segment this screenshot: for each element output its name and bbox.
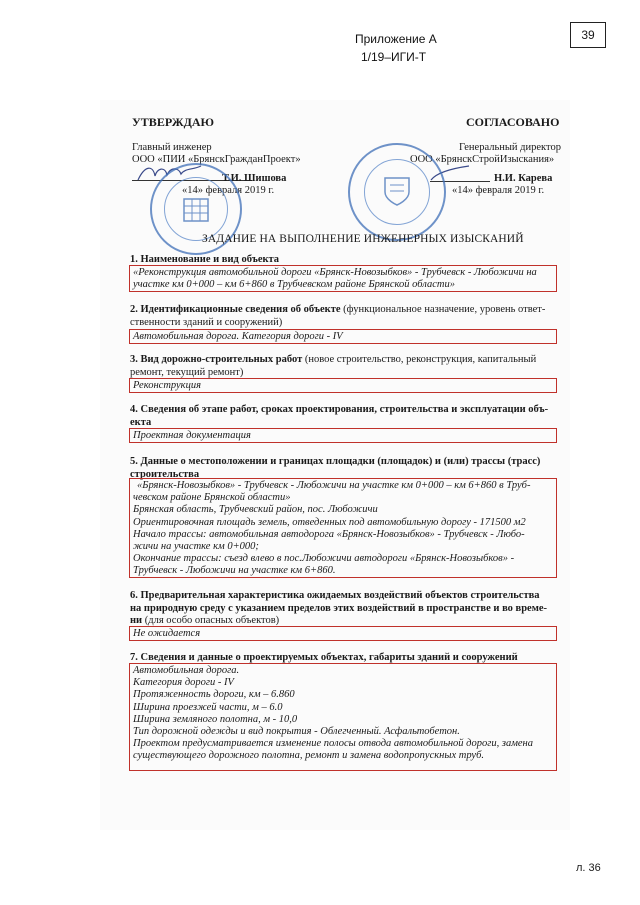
building-emblem-icon xyxy=(178,191,214,227)
section-1-line: «Реконструкция автомобильной дороги «Брянск-Новозыбков» - Трубчевск - Любожичи на xyxy=(133,267,537,278)
section-2-heading-rest: (функциональное назначение, уровень ответ- xyxy=(340,304,546,315)
section-5-line: Начало трассы: автомобильная автодорога «Брянск-Новозыбков» - Трубчевск - Любо- xyxy=(133,528,525,540)
section-7-line: Категория дороги - IV xyxy=(133,677,234,689)
section-5-line: Брянская область, Трубчевский район, пос. Любожичи xyxy=(133,504,378,516)
section-2-heading-line2: ственности зданий и сооружений) xyxy=(130,316,283,328)
section-6-heading-line2: на природную среду с указанием пределов этих воздействий в пространстве и во време- xyxy=(130,602,548,614)
section-5-field xyxy=(129,478,557,578)
section-4-heading-line2: екта xyxy=(130,416,152,428)
agree-name: Н.И. Карева xyxy=(494,173,553,184)
agree-org: ООО «БрянскСтройИзыскания» xyxy=(410,154,555,165)
section-4-heading xyxy=(130,404,560,429)
section-5-line: чевском районе Брянской области» xyxy=(133,492,291,504)
agree-date: «14» февраля 2019 г. xyxy=(452,185,545,196)
section-4-heading-line1: 4. Сведения об этапе работ, сроках проектирования, строительства и эксплуатации объ- xyxy=(130,404,549,415)
section-5-line: жичи на участке км 0+000; xyxy=(133,541,259,553)
approve-org: ООО «ПИИ «БрянскГражданПроект» xyxy=(132,154,301,165)
section-3-heading-line2: ремонт, текущий ремонт) xyxy=(130,366,244,378)
section-5-heading-line2: строительства xyxy=(130,468,200,480)
sheet-number: л. 36 xyxy=(576,862,601,874)
agree-stamp xyxy=(348,143,446,241)
agree-role: Генеральный директор xyxy=(459,142,561,153)
document-code: 1/19–ИГИ-Т xyxy=(361,50,427,64)
section-6-heading-line3-bold: ни xyxy=(130,615,143,627)
section-5-line: «Брянск-Новозыбков» - Трубчевск - Любожичи на участке км 0+000 – км 6+860 в Труб- xyxy=(137,480,531,491)
section-5-line: Окончание трассы: съезд влево в пос.Любожичи автодороги «Брянск-Новозыбков» - xyxy=(133,553,515,565)
agree-title: СОГЛАСОВАНО xyxy=(466,115,560,129)
section-2-heading-bold: 2. Идентификационные сведения об объекте xyxy=(130,304,341,315)
approve-title: УТВЕРЖДАЮ xyxy=(132,115,215,129)
section-6-heading xyxy=(130,590,562,628)
section-7-line: Протяженность дороги, км – 6.860 xyxy=(133,689,295,701)
section-6-heading-line1: 6. Предварительная характеристика ожидаемых воздействий объектов строительства xyxy=(130,590,540,601)
section-5-heading-line1: 5. Данные о местоположении и границах площадки (площадок) и (или) трассы (трасс) xyxy=(130,456,541,467)
section-1-heading: 1. Наименование и вид объекта xyxy=(130,254,280,265)
appendix-label: Приложение А xyxy=(355,32,437,46)
section-5-line: Трубчевск - Любожичи на участке км 6+860. xyxy=(133,565,336,577)
shield-emblem-icon xyxy=(382,175,412,207)
section-2-line: Автомобильная дорога. Категория дороги - IV xyxy=(133,331,343,342)
section-6-field xyxy=(129,626,557,641)
section-7-line: Ширина проезжей части, м – 6.0 xyxy=(133,701,283,713)
section-3-heading-rest: (новое строительство, реконструкция, капитальный xyxy=(302,354,537,365)
section-2-field xyxy=(129,329,557,344)
section-3-line: Реконструкция xyxy=(133,380,201,391)
section-2-heading xyxy=(130,304,560,329)
section-6-heading-line3-rest: (для особо опасных объектов) xyxy=(142,615,280,627)
section-4-line: Проектная документация xyxy=(133,430,251,441)
approve-date: «14» февраля 2019 г. xyxy=(182,185,275,196)
section-7-heading: 7. Сведения и данные о проектируемых объектах, габариты зданий и сооружений xyxy=(130,652,518,663)
section-7-line: Автомобильная дорога. xyxy=(133,665,240,676)
section-3-heading xyxy=(130,354,560,379)
section-1-line: участке км 0+000 – км 6+860 в Трубчевском районе Брянской области» xyxy=(133,279,455,291)
section-4-field xyxy=(129,428,557,443)
approve-role: Главный инженер xyxy=(132,142,212,153)
section-1-field xyxy=(129,265,557,292)
section-7-line: Ширина земляного полотна, м - 10,0 xyxy=(133,713,298,725)
section-5-line: Ориентировочная площадь земель, отведенных под автомобильную дорогу - 171500 м2 xyxy=(133,516,526,528)
section-3-heading-bold: 3. Вид дорожно-строительных работ xyxy=(130,354,303,365)
document-title: ЗАДАНИЕ НА ВЫПОЛНЕНИЕ ИНЖЕНЕРНЫХ ИЗЫСКАНИЙ xyxy=(202,233,524,245)
section-7-line: Тип дорожной одежды и вид покрытия - Облегченный. Асфальтобетон. xyxy=(133,726,460,738)
page-number-box: 39 xyxy=(570,22,606,48)
section-7-line: существующего дорожного полотна, ремонт и замена водопропускных труб. xyxy=(133,750,485,762)
section-7-line: Проектом предусматривается изменение полосы отвода автомобильной дороги, замена xyxy=(133,738,534,750)
section-6-line: Не ожидается xyxy=(133,628,201,639)
approve-name: Т.И. Шишова xyxy=(222,173,287,184)
section-7-field xyxy=(129,663,557,771)
section-3-field xyxy=(129,378,557,393)
